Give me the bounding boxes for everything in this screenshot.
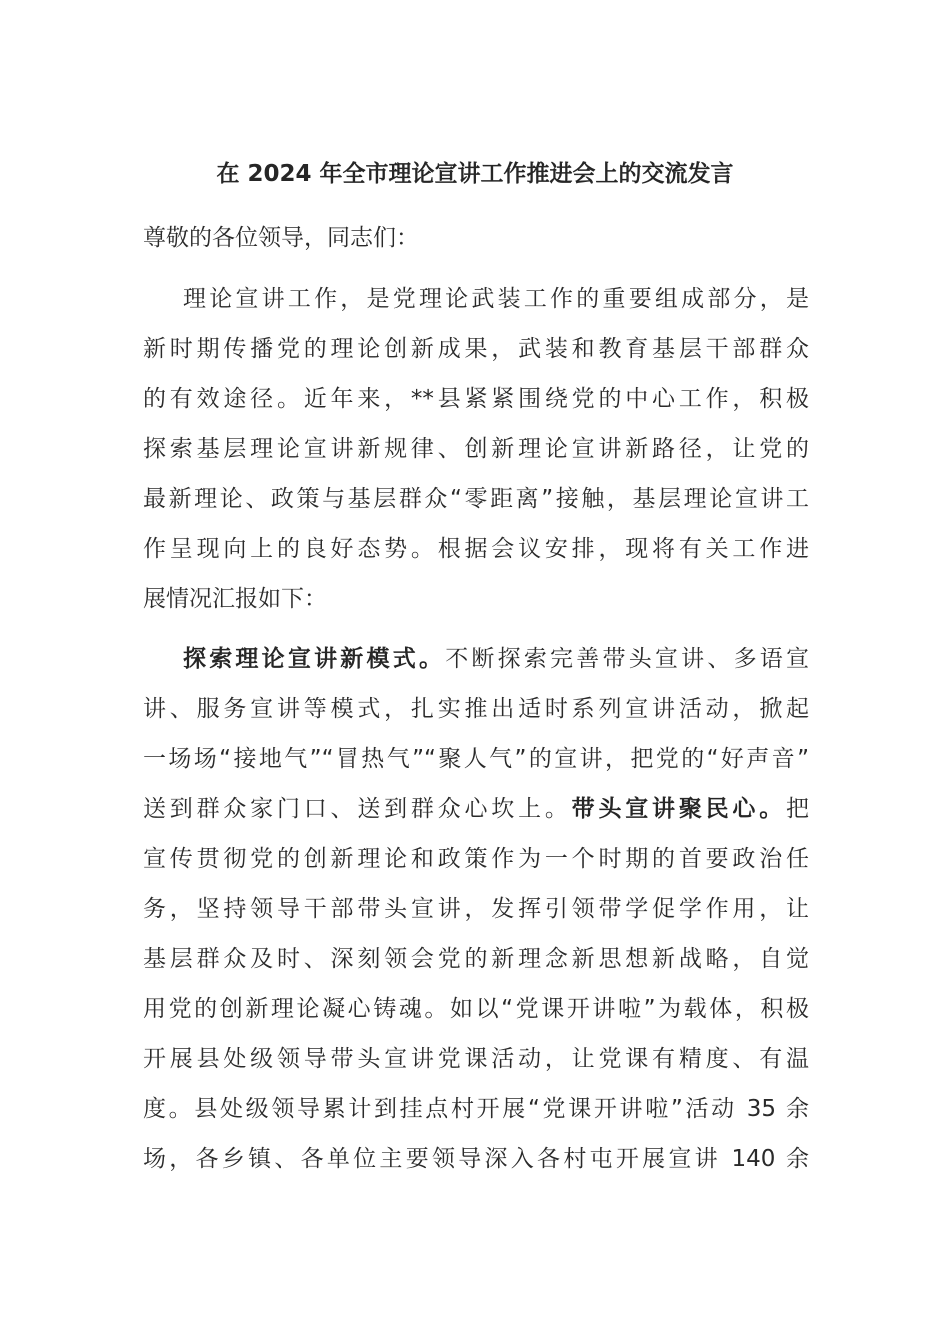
paragraph-line: 讲、服务宣讲等模式，扎实推出适时系列宣讲活动，掀起 <box>143 696 809 722</box>
paragraph-line: 新时期传播党的理论创新成果，武装和教育基层干部群众 <box>143 336 809 362</box>
paragraph-line: 探索基层理论宣讲新规律、创新理论宣讲新路径，让党的 <box>143 436 809 462</box>
paragraph-line: 最新理论、政策与基层群众“零距离”接触，基层理论宣讲工 <box>143 486 809 512</box>
paragraph-line: 务，坚持领导干部带头宣讲，发挥引领带学促学作用，让 <box>143 896 809 922</box>
document-title: 在 2024 年全市理论宣讲工作推进会上的交流发言 <box>216 161 734 187</box>
paragraph-line: 理论宣讲工作，是党理论武装工作的重要组成部分，是 <box>183 286 809 312</box>
paragraph-line: 用党的创新理论凝心铸魂。如以“党课开讲啦”为载体，积极 <box>143 996 809 1022</box>
paragraph-line: 宣传贯彻党的创新理论和政策作为一个时期的首要政治任 <box>143 846 809 872</box>
section-heading: 带头宣讲聚民心。 <box>571 796 787 822</box>
paragraph-line: 展情况汇报如下： <box>143 586 327 612</box>
salutation: 尊敬的各位领导，同志们： <box>143 225 419 251</box>
paragraph-line <box>143 784 809 834</box>
paragraph-text: 不断探索完善带头宣讲、多语宣 <box>445 646 810 672</box>
paragraph-line: 一场场“接地气”“冒热气”“聚人气”的宣讲，把党的“好声音” <box>143 746 809 772</box>
paragraph-line: 基层群众及时、深刻领会党的新理念新思想新战略，自觉 <box>143 946 809 972</box>
paragraph-line: 作呈现向上的良好态势。根据会议安排，现将有关工作进 <box>143 536 809 562</box>
paragraph-line: 度。县处级领导累计到挂点村开展“党课开讲啦”活动 35 余 <box>143 1096 809 1122</box>
paragraph-line <box>143 634 809 684</box>
paragraph-line: 的有效途径。近年来，**县紧紧围绕党的中心工作，积极 <box>143 386 809 412</box>
paragraph-line: 开展县处级领导带头宣讲党课活动，让党课有精度、有温 <box>143 1046 809 1072</box>
paragraph-intro <box>143 274 809 624</box>
paragraph-text: 把 <box>786 796 810 822</box>
paragraph-text: 送到群众家门口、送到群众心坎上。 <box>143 796 572 822</box>
paragraph-section-one <box>143 634 809 1184</box>
section-heading: 探索理论宣讲新模式。 <box>183 646 446 672</box>
paragraph-line: 场，各乡镇、各单位主要领导深入各村屯开展宣讲 140 余 <box>143 1146 809 1172</box>
